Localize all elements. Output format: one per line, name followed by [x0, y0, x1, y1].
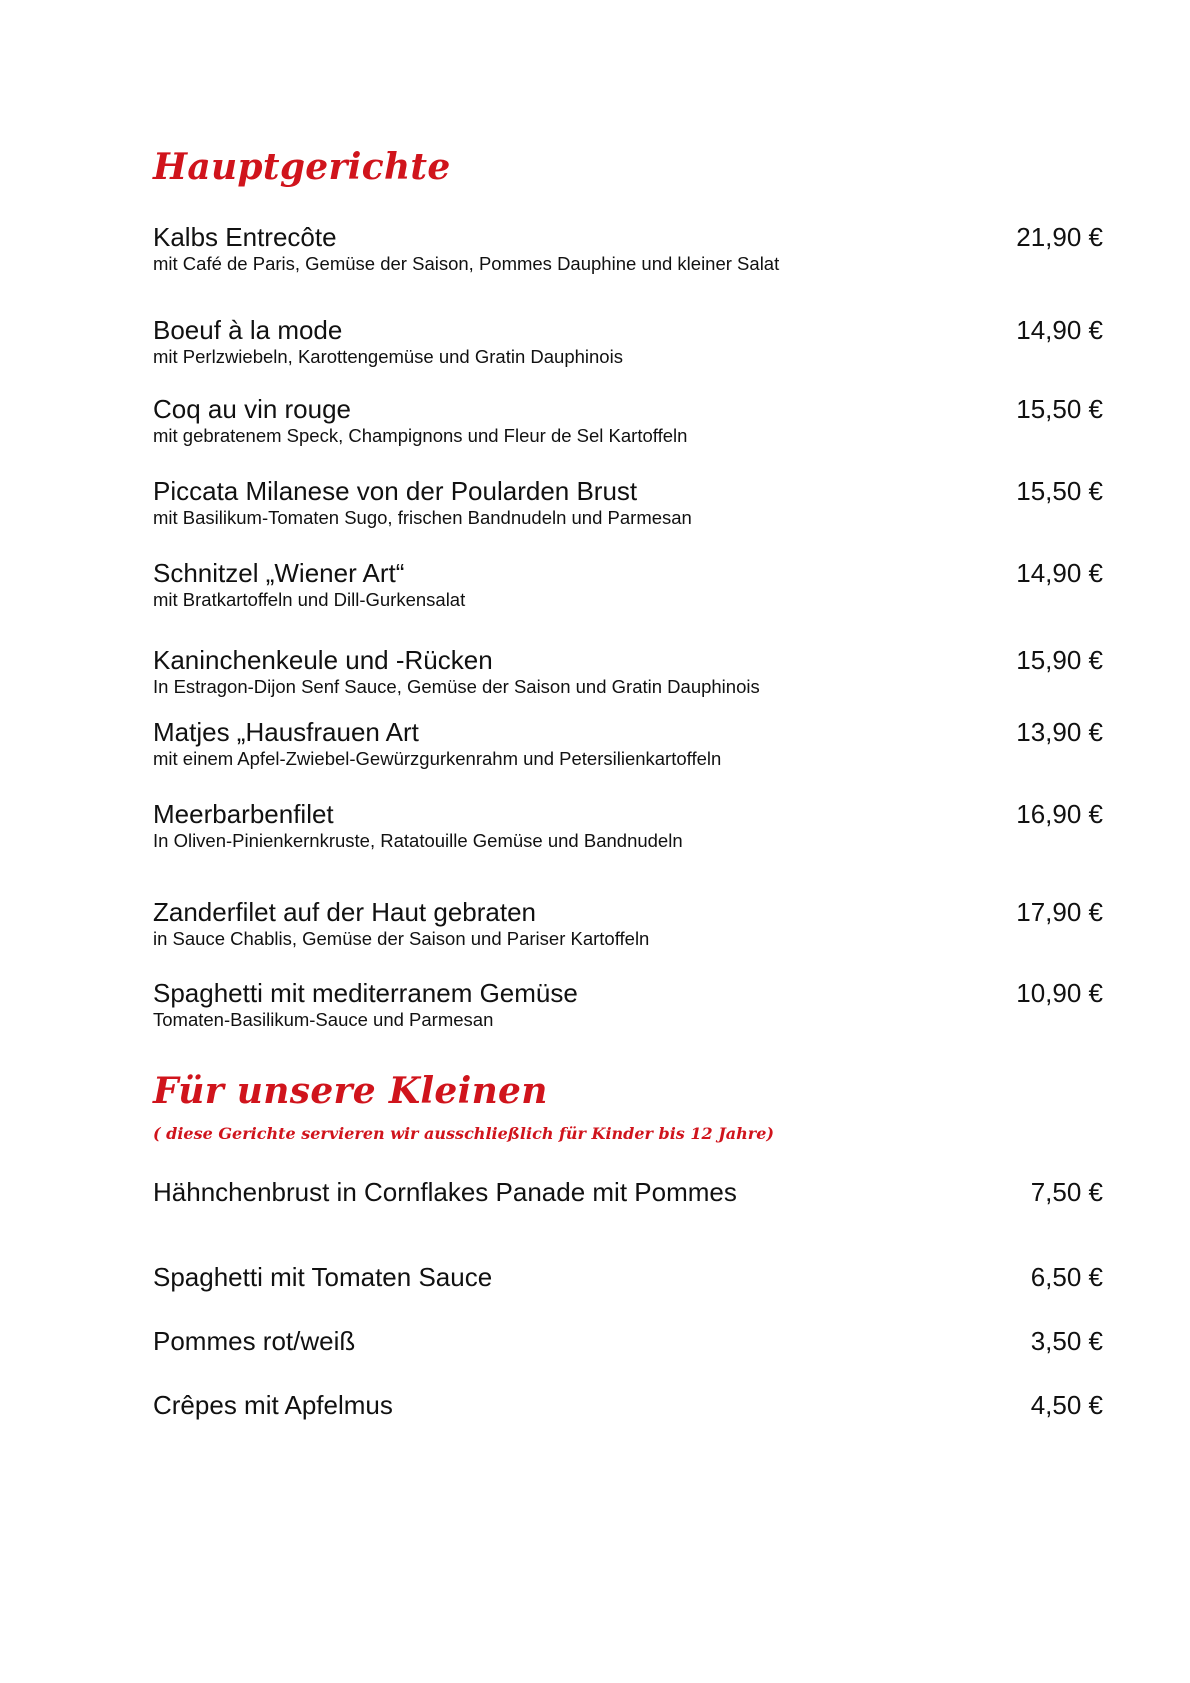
menu-item-price: 7,50 € [1030, 1177, 1103, 1207]
menu-item-price: 14,90 € [1016, 315, 1103, 345]
menu-item-description: Tomaten-Basilikum-Sauce und Parmesan [153, 1009, 494, 1030]
menu-item-price: 16,90 € [1016, 799, 1103, 829]
menu-item-description: mit Café de Paris, Gemüse der Saison, Pommes Dauphine und kleiner Salat [153, 253, 780, 274]
section-title-kids: Für unsere Kleinen [153, 1070, 548, 1112]
menu-item-name: Pommes rot/weiß [153, 1326, 356, 1356]
kids-menu-item [153, 1262, 1103, 1292]
section-title-hauptgerichte: Hauptgerichte [153, 146, 451, 188]
kids-menu-item [153, 1177, 1103, 1207]
menu-item-description: mit Basilikum-Tomaten Sugo, frischen Bandnudeln und Parmesan [153, 507, 692, 528]
menu-item-description: In Estragon-Dijon Senf Sauce, Gemüse der Saison und Gratin Dauphinois [153, 676, 760, 697]
menu-item-name: Piccata Milanese von der Poularden Brust [153, 476, 638, 506]
menu-item-name: Coq au vin rouge [153, 394, 352, 424]
menu-item-name: Matjes „Hausfrauen Art [153, 717, 419, 747]
menu-item [153, 799, 1103, 852]
kids-menu-item [153, 1390, 1103, 1420]
menu-item-price: 15,50 € [1016, 394, 1103, 424]
menu-item [153, 717, 1103, 770]
menu-item [153, 394, 1103, 447]
menu-item-description: In Oliven-Pinienkernkruste, Ratatouille Gemüse und Bandnudeln [153, 830, 683, 851]
menu-item-description: in Sauce Chablis, Gemüse der Saison und Pariser Kartoffeln [153, 928, 650, 949]
menu-item-description: mit einem Apfel-Zwiebel-Gewürzgurkenrahm und Petersilienkartoffeln [153, 748, 722, 769]
menu-item-name: Kaninchenkeule und -Rücken [153, 645, 493, 675]
menu-item-price: 15,50 € [1016, 476, 1103, 506]
menu-item-name: Spaghetti mit Tomaten Sauce [153, 1262, 493, 1292]
menu-item-price: 14,90 € [1016, 558, 1103, 588]
menu-item-name: Kalbs Entrecôte [153, 222, 337, 252]
menu-item [153, 558, 1103, 611]
menu-item-price: 3,50 € [1030, 1326, 1103, 1356]
menu-item-price: 6,50 € [1030, 1262, 1103, 1292]
menu-item [153, 222, 1103, 275]
menu-item-name: Hähnchenbrust in Cornflakes Panade mit Pommes [153, 1177, 737, 1207]
menu-item-price: 4,50 € [1030, 1390, 1103, 1420]
menu-item-name: Crêpes mit Apfelmus [153, 1390, 393, 1420]
menu-item [153, 978, 1103, 1031]
menu-item-name: Boeuf à la mode [153, 315, 343, 345]
menu-item-description: mit Perlzwiebeln, Karottengemüse und Gratin Dauphinois [153, 346, 623, 367]
menu-item [153, 476, 1103, 529]
menu-item-price: 10,90 € [1016, 978, 1103, 1008]
menu-item [153, 645, 1103, 698]
menu-item-price: 15,90 € [1016, 645, 1103, 675]
menu-item [153, 897, 1103, 950]
menu-item-price: 17,90 € [1016, 897, 1103, 927]
menu-item-description: mit gebratenem Speck, Champignons und Fleur de Sel Kartoffeln [153, 425, 688, 446]
menu-item-name: Zanderfilet auf der Haut gebraten [153, 897, 537, 927]
section-subtitle-kids: ( diese Gerichte servieren wir ausschließlich für Kinder bis 12 Jahre) [153, 1124, 774, 1143]
menu-item-name: Schnitzel „Wiener Art“ [153, 558, 405, 588]
menu-item-name: Spaghetti mit mediterranem Gemüse [153, 978, 578, 1008]
menu-item-description: mit Bratkartoffeln und Dill-Gurkensalat [153, 589, 466, 610]
menu-item-price: 13,90 € [1016, 717, 1103, 747]
kids-menu-item [153, 1326, 1103, 1356]
menu-item-price: 21,90 € [1016, 222, 1103, 252]
menu-item-name: Meerbarbenfilet [153, 799, 334, 829]
menu-item [153, 315, 1103, 368]
